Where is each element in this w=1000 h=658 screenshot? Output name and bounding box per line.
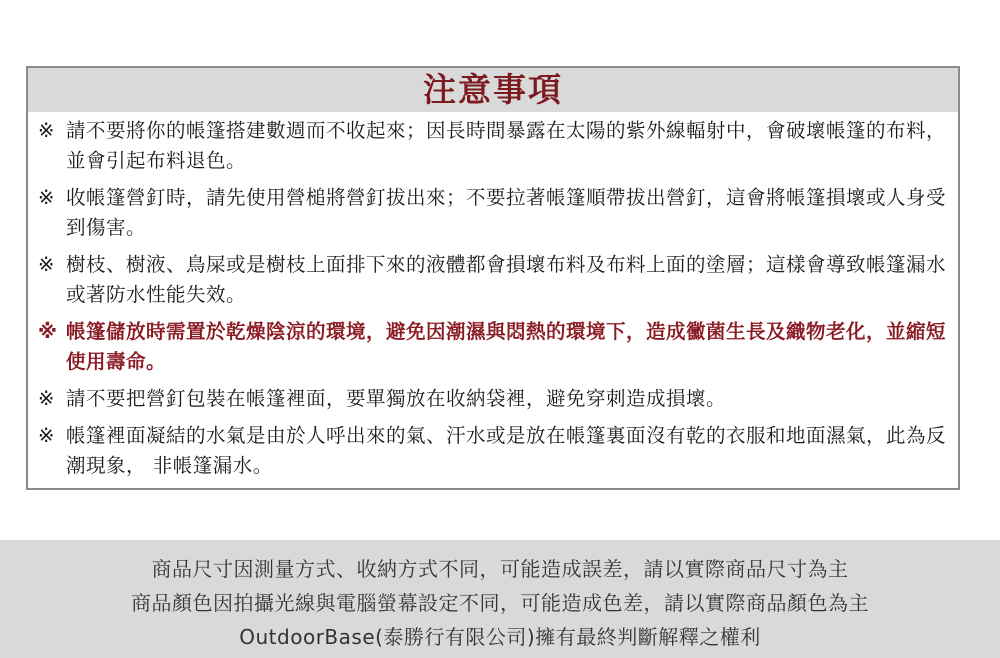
notice-item <box>38 384 948 414</box>
notice-list <box>28 112 958 481</box>
disclaimer-footer <box>0 540 1000 658</box>
reference-mark: ※ <box>38 320 58 343</box>
reference-mark: ※ <box>38 424 55 447</box>
disclaimer-rights: OutdoorBase(泰勝行有限公司)擁有最終判斷解釋之權利 <box>239 625 761 649</box>
notice-item-text: 帳篷裡面凝結的水氣是由於人呼出來的氣、汗水或是放在帳篷裏面沒有乾的衣服和地面濕氣，此為反潮現象， 非帳篷漏水。 <box>66 424 947 477</box>
reference-mark: ※ <box>38 253 55 276</box>
reference-mark: ※ <box>38 119 55 142</box>
notice-item-text: 請不要把營釘包裝在帳篷裡面，要單獨放在收納袋裡，避免穿刺造成損壞。 <box>66 387 727 410</box>
notice-item-text: 收帳篷營釘時，請先使用營槌將營釘拔出來；不要拉著帳篷順帶拔出營釘，這會將帳篷損壞或人身受到傷害。 <box>66 186 947 239</box>
notice-item-text: 樹枝、樹液、鳥屎或是樹枝上面排下來的液體都會損壞布料及布料上面的塗層；這樣會導致帳篷漏水或著防水性能失效。 <box>66 253 947 306</box>
notice-item <box>38 250 948 310</box>
notice-item <box>38 116 948 176</box>
notice-item-text: 帳篷儲放時需置於乾燥陰涼的環境，避免因潮濕與悶熱的環境下，造成黴菌生長及織物老化，並縮短使用壽命。 <box>66 320 947 373</box>
notice-box <box>26 66 960 490</box>
notice-title: 注意事項 <box>28 68 958 112</box>
disclaimer-color: 商品顏色因拍攝光線與電腦螢幕設定不同，可能造成色差，請以實際商品顏色為主 <box>131 591 869 615</box>
notice-item-highlighted <box>38 317 948 377</box>
notice-item-text: 請不要將你的帳篷搭建數週而不收起來；因長時間暴露在太陽的紫外線輻射中，會破壞帳篷的布料，並會引起布料退色。 <box>66 119 947 172</box>
notice-item <box>38 183 948 243</box>
reference-mark: ※ <box>38 186 55 209</box>
notice-item <box>38 421 948 481</box>
disclaimer-size: 商品尺寸因測量方式、收納方式不同，可能造成誤差，請以實際商品尺寸為主 <box>151 557 849 581</box>
reference-mark: ※ <box>38 387 55 410</box>
